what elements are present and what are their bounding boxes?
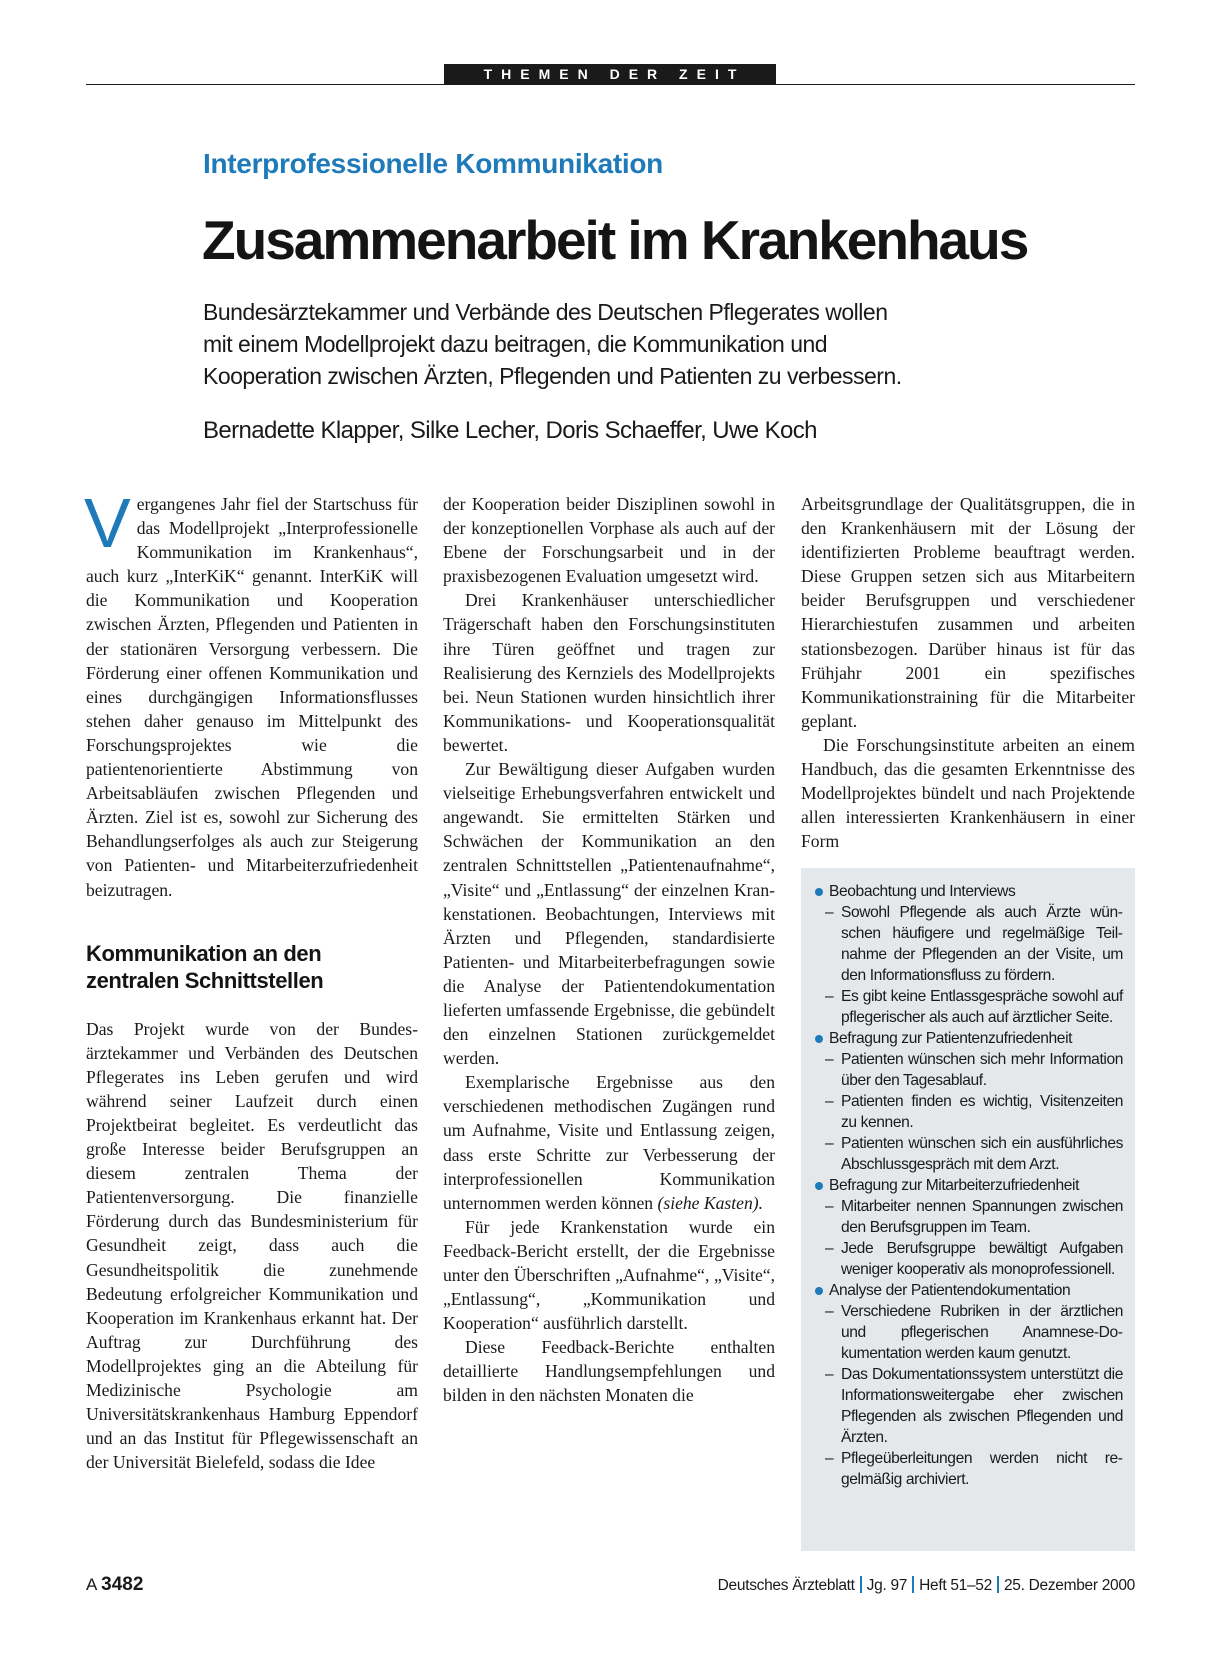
section-label: THEMEN DER ZEIT [444,64,776,85]
list-item: – Patienten finden es wichtig, Visitenzeiten zu kennen. [825,1093,1123,1131]
body-paragraph: Arbeitsgrundlage der Qualitätsgruppen, die in den Krankenhäusern mit der Lösung der identifizierten Probleme beauftragt werden. Diese Gruppen setzen sich aus Mitarbeitern beider Berufsgruppen und verschiedener Hierarchiestufen zusammen und arbeiten stationsbezogen. Darüber hinaus ist für das Frühjahr 2001 ein spezifisches Kommunikationstraining für die Mitarbeiter geplant. [801,494,1135,731]
body-paragraph [443,1070,775,1215]
article-kicker: Interprofessionelle Kommunikation [203,148,663,179]
body-paragraph: der Kooperation beider Disziplinen sowohl in der konzeptionellen Vorphase als auch auf der Ebene der Forschungsarbeit und in der praxisbezogenen Evaluation umgesetzt wird. [443,494,775,587]
body-paragraph: Für jede Krankenstation wurde ein Feedback-Bericht erstellt, der die Ergebnisse unter den Überschriften „Aufnahme“, „Visite“, „Entlassung“, „Kommunikation und Kooperation“ ausführlich darstellt. [443,1216,775,1334]
bullet-dot-icon [815,1182,823,1190]
list-item: – Patienten wünschen sich mehr Information über den Tagesablauf. [825,1051,1123,1089]
findings-list [813,1049,1123,1175]
findings-heading: Befragung zur Patientenzufriedenheit [813,1028,1123,1049]
list-item: – Es gibt keine Entlassgespräche sowohl auf pflegerischer als auch auf ärztlicher Seite. [825,988,1123,1026]
body-paragraph: Zur Bewältigung dieser Aufgaben wurden vielseitige Erhebungsverfahren entwickelt und angewandt. Sie ermittelten Stärken und Schwächen der Kommunikation an den zentralen Schnittstellen „Patientenaufnahme“, „Visite“ und „Entlassung“ der einzelnen Krankenstationen. Beobachtungen, Interviews mit Ärzten und Pflegenden, standardisierte Patienten- und Mitarbeiterbefragungen sowie die Analyse der Patientendokumentation lieferten umfassende Ergebnisse, die gebündelt den einzelnen Stationen zurückgemeldet werden. [443,759,775,1069]
text-column-3 [801,492,1135,853]
body-paragraph: Die Forschungsinstitute arbeiten an einem Handbuch, das die gesamten Erkenntnisse des Modellprojektes bündelt und nach Projektende allen interessierten Krankenhäusern in einer Form [801,734,1135,852]
findings-group [813,881,1123,1028]
section-subhead: Kommunikation an den zentralen Schnittstellen [86,940,324,993]
bullet-dot-icon [815,1287,823,1295]
article-authors: Bernadette Klapper, Silke Lecher, Doris Schaeffer, Uwe Koch [203,417,817,444]
drop-cap: V [84,484,131,562]
text-column-1 [84,484,418,1474]
separator [860,1576,862,1593]
findings-heading: Beobachtung und Interviews [813,881,1123,902]
paragraph-text: ergangenes Jahr fiel der Startschuss für das Modellprojekt „Interprofessionelle Kommunikation im Krankenhaus“, auch kurz „InterKiK“ genannt. InterKiK will die Kommunikation und Kooperation zwischen Ärzten, Pflegenden und Patienten in der stationären Versorgung verbessern. Die Förderung einer offenen Kommunikation und eines durchgängigen Informationsflusses stehen daher genauso im Mittelpunkt des Forschungsprojektes wie die patientenorientierte Abstimmung von Arbeitsabläufen zwischen Pflegenden und Ärzten. Ziel ist es, sowohl zur Sicherung des Behandlungserfolges als auch zur Steigerung von Patienten- und Mitarbeiterzufriedenheit beizutragen. [86,494,418,900]
lead-line: Bundesärztekammer und Verbände des Deutschen Pflegerates wollen [203,299,888,325]
journal-date: 25. Dezember 2000 [1003,1577,1135,1594]
list-item: – Verschiedene Rubriken in der ärztlichen und pflegerischen Anamnese-Dokumentation werden kaum genutzt. [825,1303,1123,1362]
findings-group [813,1028,1123,1175]
text-column-2 [443,492,775,1408]
findings-box [801,868,1135,1551]
body-paragraph: Drei Krankenhäuser unterschiedlicher Trägerschaft haben den Forschungsinstituten ihre Türen geöffnet und tragen zur Realisierung des Kernziels des Modellprojekts bei. Neun Stationen wurden hinsichtlich ihrer Kommunikations- und Kooperationsqualität bewertet. [443,590,775,755]
findings-list [813,1196,1123,1280]
journal-reference [718,1576,1135,1595]
findings-group [813,1175,1123,1280]
journal-issue: Heft 51–52 [919,1577,992,1594]
list-item: – Mitarbeiter nennen Spannungen zwischen den Berufsgruppen im Team. [825,1198,1123,1236]
journal-name: Deutsches Ärzteblatt [717,1577,855,1594]
findings-group [813,1280,1123,1490]
list-item: – Jede Berufsgruppe bewältigt Aufgaben weniger kooperativ als monoprofessionell. [825,1240,1123,1278]
list-item: – Das Dokumentationssystem unterstützt die Informationsweitergabe eher zwischen Pflegenden als zwischen Pflegenden und Ärzten. [825,1366,1123,1446]
bullet-dot-icon [815,1035,823,1043]
body-paragraph: Diese Feedback-Berichte enthalten detaillierte Handlungsempfehlungen und bilden in den nächsten Monaten die [443,1337,775,1406]
list-item: – Sowohl Pflegende als auch Ärzte wünschen häufigere und regelmäßige Teilnahme der Pflegenden an der Visite, um den Informationsfluss zu fördern. [825,904,1123,984]
list-item: – Patienten wünschen sich ein ausführliches Abschlussgespräch mit dem Arzt. [825,1135,1123,1173]
journal-volume: Jg. 97 [866,1577,908,1594]
lead-line: mit einem Modellprojekt dazu beitragen, die Kommunikation und [203,331,828,357]
lead-line: Kooperation zwischen Ärzten, Pflegenden und Patienten zu verbessern. [203,363,902,389]
separator [912,1576,914,1593]
paragraph-text: Exemplarische Ergebnisse aus den verschiedenen methodischen Zugängen rund um Aufnahme, Visite und Entlassung zeigen, dass erste Schritte zur Verbesserung der interprofessionellen Kommunikation unternommen werden können [443,1072,775,1213]
box-reference: (siehe Kasten). [657,1192,764,1213]
page-number: A 3482 [86,1574,144,1595]
findings-list [813,1301,1123,1490]
bullet-dot-icon [815,888,823,896]
article-title: Zusammenarbeit im Krankenhaus [202,209,1028,271]
findings-heading: Befragung zur Mitarbeiterzufriedenheit [813,1175,1123,1196]
article-lead [203,296,1023,392]
body-paragraph: Das Projekt wurde von der Bundesärztekammer und Verbänden des Deutschen Pflegerates ins Leben gerufen und wird während seiner Laufzeit durch einen Projektbeirat begleitet. Es verdeutlicht das große Interesse beider Berufsgruppen an diesem zentralen Thema der Patientenversorgung. Die finanzielle Förderung durch das Bundesministerium für Gesundheit zeigt, dass auch die Gesundheitspolitik die zunehmende Bedeutung erfolgreicher Kommunikation und Kooperation im Krankenhaus erkannt hat. Der Auftrag zur Durchführung des Modellprojektes ging an die Abteilung für Medizinische Psychologie am Universitätskrankenhaus Hamburg Eppendorf und an das Institut für Pflegewissenschaft an der Universität Bielefeld, sodass die Idee [86,1018,418,1473]
body-paragraph [84,484,418,902]
findings-heading: Analyse der Patientendokumentation [813,1280,1123,1301]
list-item: – Pflegeüberleitungen werden nicht regelmäßig archiviert. [825,1450,1123,1488]
findings-list [813,902,1123,1028]
separator [997,1576,999,1593]
